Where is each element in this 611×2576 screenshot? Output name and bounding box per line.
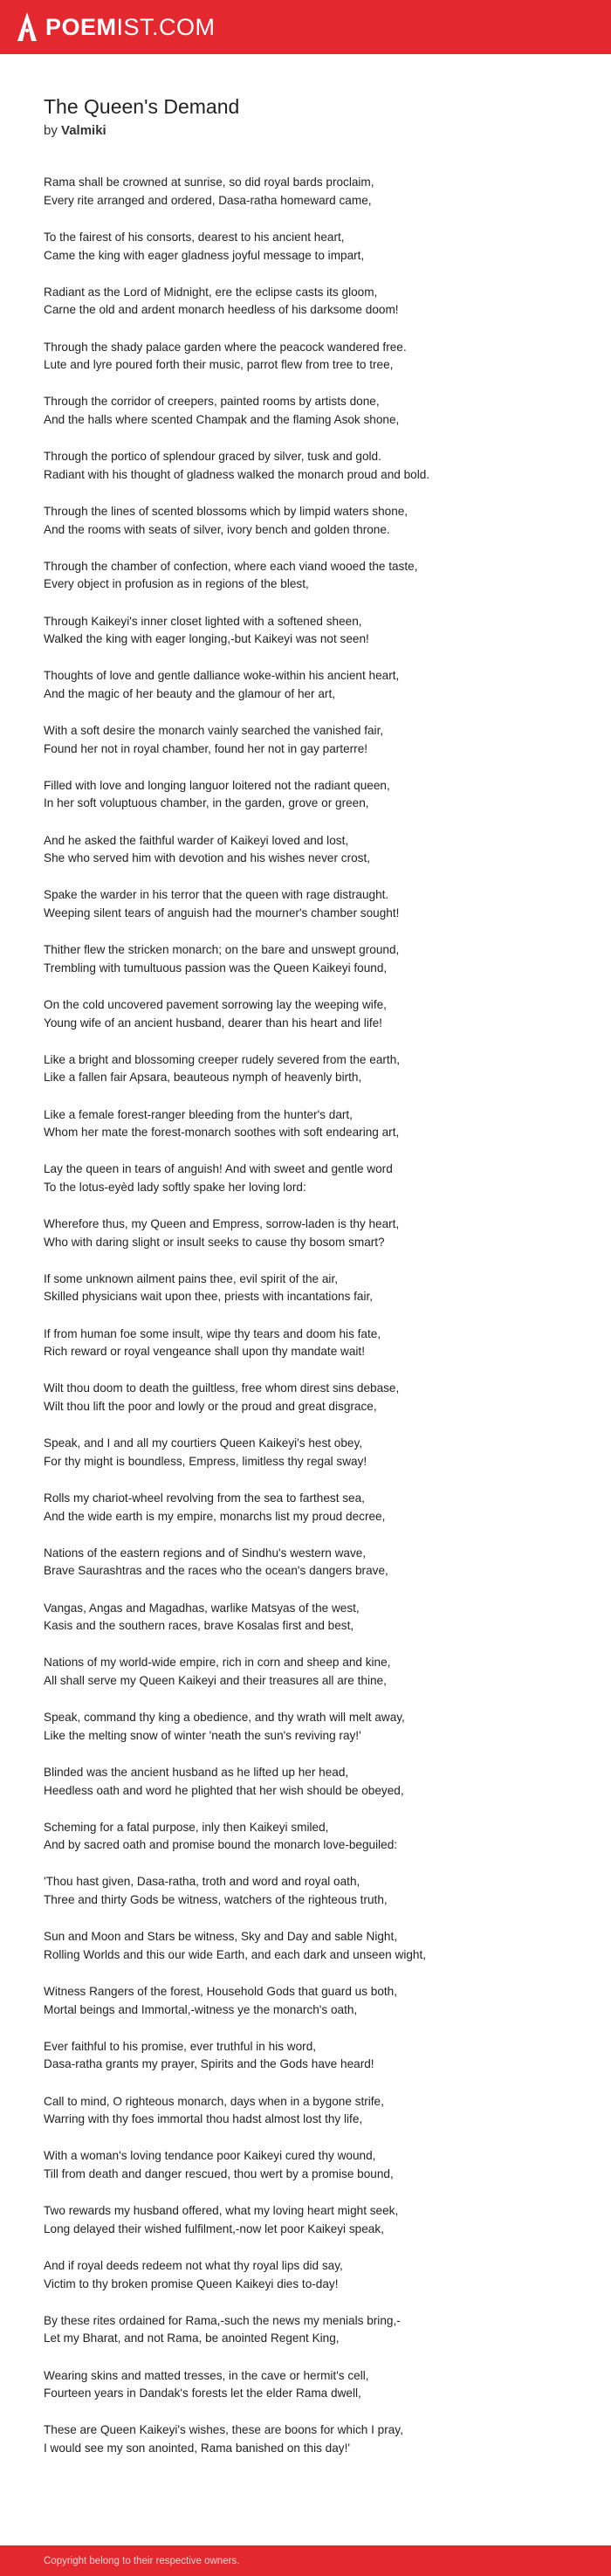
poem-line: Rolling Worlds and this our wide Earth, and each dark and unseen wight, — [44, 1947, 427, 1961]
poem-stanza — [44, 1928, 567, 1964]
poem-line: 'Thou hast given, Dasa-ratha, troth and word and royal oath, — [44, 1875, 360, 1889]
poem-line: With a woman's loving tendance poor Kaikeyi cured thy wound, — [44, 2149, 376, 2163]
poem-line: Lute and lyre poured forth their music, parrot flew from tree to tree, — [44, 358, 394, 372]
poem-stanza — [44, 1161, 567, 1196]
poem-line: Found her not in royal chamber, found her not in gay parterre! — [44, 741, 368, 755]
poem-line: Victim to thy broken promise Queen Kaikeyi dies to-day! — [44, 2276, 339, 2290]
poem-line: Speak, command thy king a obedience, and thy wrath will melt away, — [44, 1711, 405, 1725]
poem-line: Who with daring slight or insult seeks to cause thy bosom smart? — [44, 1235, 385, 1249]
poem-stanza — [44, 2367, 567, 2403]
poem-line: Like a bright and blossoming creeper rudely severed from the earth, — [44, 1052, 401, 1066]
poem-stanza — [44, 996, 567, 1032]
poem-line: Brave Saurashtras and the races who the ocean's dangers brave, — [44, 1564, 388, 1578]
poem-line: Rich reward or royal vengeance shall upon thy mandate wait! — [44, 1345, 365, 1359]
poem-stanza — [44, 393, 567, 429]
poem-line: Thither flew the stricken monarch; on the bare and unswept ground, — [44, 943, 400, 957]
poem-line: Rama shall be crowned at sunrise, so did royal bards proclaim, — [44, 176, 374, 189]
poem-line: Three and thirty Gods be witness, watchers of the righteous truth, — [44, 1893, 388, 1907]
poem-stanza — [44, 1326, 567, 1361]
poem-stanza — [44, 832, 567, 868]
poem-line: Every rite arranged and ordered, Dasa-ratha homeward came, — [44, 193, 372, 207]
site-header — [0, 0, 611, 54]
poem-stanza — [44, 2038, 567, 2074]
poem-stanza — [44, 1709, 567, 1745]
poem-line: Like a female forest-ranger bleeding from the hunter's dart, — [44, 1107, 353, 1121]
poem-stanza — [44, 886, 567, 922]
poem-line: Radiant as the Lord of Midnight, ere the eclipse casts its gloom, — [44, 285, 378, 299]
poem-line: In her soft voluptuous chamber, in the garden, grove or green, — [44, 796, 369, 810]
poem-line: Through the lines of scented blossoms which by limpid waters shone, — [44, 504, 408, 518]
poem-line: To the lotus-eyèd lady softly spake her loving lord: — [44, 1180, 306, 1194]
poem-stanza — [44, 1106, 567, 1142]
poem-line: Fourteen years in Dandak's forests let the elder Rama dwell, — [44, 2387, 361, 2400]
poem-line: Through Kaikeyi's inner closet lighted with a softened sheen, — [44, 614, 362, 628]
poem-stanza — [44, 1216, 567, 1251]
poem-stanza — [44, 2421, 567, 2457]
poem-line: Long delayed their wished fulfilment,-now let poor Kaikeyi speak, — [44, 2221, 384, 2235]
poem-article — [44, 94, 567, 2476]
poem-stanza — [44, 1764, 567, 1800]
poem-line: If from human foe some insult, wipe thy tears and doom his fate, — [44, 1326, 381, 1340]
poem-line: Came the king with eager gladness joyful message to impart, — [44, 248, 365, 262]
poem-stanza — [44, 2312, 567, 2348]
poem-stanza — [44, 613, 567, 649]
poem-line: By these rites ordained for Rama,-such the news my menials bring,- — [44, 2313, 401, 2327]
poem-stanza — [44, 1654, 567, 1690]
poem-line: Wilt thou doom to death the guiltless, free whom direst sins debase, — [44, 1381, 400, 1395]
poem-line: Speak, and I and all my courtiers Queen Kaikeyi's hest obey, — [44, 1436, 363, 1450]
poem-stanza — [44, 229, 567, 265]
poem-line: Nations of the eastern regions and of Sindhu's western wave, — [44, 1546, 367, 1560]
poem-line: Through the chamber of confection, where each viand wooed the taste, — [44, 559, 418, 573]
poem-title: The Queen's Demand — [44, 95, 240, 118]
ink-pen-logo-icon — [16, 11, 38, 43]
poem-line: Vangas, Angas and Magadhas, warlike Matsyas of the west, — [44, 1601, 360, 1615]
poem-stanza — [44, 2093, 567, 2129]
poem-stanza — [44, 1600, 567, 1636]
poem-line: She who served him with devotion and his wishes never crost, — [44, 851, 371, 865]
poem-line: Let my Bharat, and not Rama, be anointed Regent King, — [44, 2331, 340, 2345]
poem-line: Dasa-ratha grants my prayer, Spirits and the Gods have heard! — [44, 2057, 374, 2071]
poem-line: Through the corridor of creepers, painted rooms by artists done, — [44, 395, 380, 409]
author-link[interactable]: Valmiki — [61, 122, 106, 138]
poem-line: Walked the king with eager longing,-but Kaikeyi was not seen! — [44, 632, 369, 646]
poem-line: Wherefore thus, my Queen and Empress, sorrow-laden is thy heart, — [44, 1217, 400, 1231]
poem-line: These are Queen Kaikeyi's wishes, these are boons for which I pray, — [44, 2423, 403, 2437]
poem-byline — [44, 122, 567, 140]
poem-line: Rolls my chariot-wheel revolving from the sea to farthest sea, — [44, 1491, 365, 1505]
poem-line: Skilled physicians wait upon thee, priests with incantations fair, — [44, 1290, 374, 1304]
poem-stanza — [44, 1545, 567, 1581]
poem-line: And the rooms with seats of silver, ivory bench and golden throne. — [44, 522, 390, 536]
poem-line: For thy might is boundless, Empress, limitless thy regal sway! — [44, 1454, 367, 1468]
poem-line: Thoughts of love and gentle dalliance woke-within his ancient heart, — [44, 669, 400, 683]
site-logo[interactable] — [16, 11, 216, 43]
poem-line: Trembling with tumultuous passion was the Queen Kaikeyi found, — [44, 961, 388, 975]
poem-line: Radiant with his thought of gladness walked the monarch proud and bold. — [44, 467, 430, 481]
poem-stanza — [44, 2202, 567, 2238]
poem-stanza — [44, 2257, 567, 2293]
poem-line: If some unknown ailment pains thee, evil spirit of the air, — [44, 1271, 338, 1285]
poem-line: On the cold uncovered pavement sorrowing lay the weeping wife, — [44, 997, 387, 1011]
poem-stanza — [44, 1983, 567, 2019]
site-footer — [0, 2545, 611, 2576]
poem-line: Warring with thy foes immortal thou hadst almost lost thy life, — [44, 2112, 363, 2126]
poem-line: Filled with love and longing languor loitered not the radiant queen, — [44, 778, 390, 792]
poem-line: Two rewards my husband offered, what my loving heart might seek, — [44, 2204, 399, 2218]
poem-line: Spake the warder in his terror that the queen with rage distraught. — [44, 888, 389, 902]
poem-line: Whom her mate the forest-monarch soothes with soft endearing art, — [44, 1126, 400, 1140]
poem-line: Young wife of an ancient husband, dearer than his heart and life! — [44, 1016, 382, 1030]
poem-line: With a soft desire the monarch vainly searched the vanished fair, — [44, 724, 384, 738]
poem-line: Nations of my world-wide empire, rich in corn and sheep and kine, — [44, 1656, 391, 1670]
poem-line: All shall serve my Queen Kaikeyi and their treasures all are thine, — [44, 1673, 387, 1687]
poem-line: Blinded was the ancient husband as he lifted up her head, — [44, 1765, 349, 1779]
poem-line: Till from death and danger rescued, thou wert by a promise bound, — [44, 2166, 394, 2180]
poem-stanza — [44, 284, 567, 320]
logo-wordmark: POEMIST.COM — [45, 13, 216, 40]
poem-stanza — [44, 1051, 567, 1087]
poem-stanza — [44, 941, 567, 977]
poem-line: Kasis and the southern races, brave Kosalas first and best, — [44, 1619, 354, 1633]
poem-line: I would see my son anointed, Rama banished on this day!' — [44, 2441, 350, 2455]
poem-stanza — [44, 174, 567, 210]
poem-body — [44, 174, 567, 2457]
poem-stanza — [44, 339, 567, 375]
poem-line: Call to mind, O righteous monarch, days when in a bygone strife, — [44, 2094, 384, 2108]
poem-line: Weeping silent tears of anguish had the mourner's chamber sought! — [44, 906, 400, 920]
poem-line: Wearing skins and matted tresses, in the cave or hermit's cell, — [44, 2368, 369, 2382]
poem-line: Heedless oath and word he plighted that her wish should be obeyed, — [44, 1783, 404, 1797]
poem-line: And the magic of her beauty and the glamour of her art, — [44, 686, 336, 700]
poem-line: Through the shady palace garden where the peacock wandered free. — [44, 340, 407, 354]
poem-stanza — [44, 1435, 567, 1471]
poem-stanza — [44, 667, 567, 703]
copyright-notice: Copyright belong to their respective owners. — [44, 2555, 240, 2566]
poem-line: And the wide earth is my empire, monarchs list my proud decree, — [44, 1509, 386, 1523]
by-label: by — [44, 122, 58, 138]
poem-stanza — [44, 1873, 567, 1909]
poem-line: And by sacred oath and promise bound the monarch love-beguiled: — [44, 1838, 398, 1852]
poem-line: And he asked the faithful warder of Kaikeyi loved and lost, — [44, 833, 349, 847]
poem-line: Wilt thou lift the poor and lowly or the proud and great disgrace, — [44, 1400, 377, 1414]
poem-stanza — [44, 2147, 567, 2183]
poem-line: Through the portico of splendour graced by silver, tusk and gold. — [44, 450, 381, 464]
poem-line: Like the melting snow of winter 'neath the sun's reviving ray!' — [44, 1728, 361, 1742]
poem-line: Like a fallen fair Apsara, beauteous nymph of heavenly birth, — [44, 1071, 362, 1085]
poem-stanza — [44, 777, 567, 813]
poem-line: To the fairest of his consorts, dearest to his ancient heart, — [44, 231, 345, 245]
poem-line: Lay the queen in tears of anguish! And with sweet and gentle word — [44, 1162, 393, 1176]
poem-stanza — [44, 1380, 567, 1415]
poem-line: And the halls where scented Champak and the flaming Asok shone, — [44, 412, 400, 426]
poem-stanza — [44, 722, 567, 758]
poem-line: Witness Rangers of the forest, Household Gods that guard us both, — [44, 1985, 398, 1999]
poem-line: And if royal deeds redeem not what thy royal lips did say, — [44, 2258, 343, 2272]
poem-line: Ever faithful to his promise, ever truthful in his word, — [44, 2039, 317, 2053]
poem-stanza — [44, 558, 567, 594]
poem-line: Carne the old and ardent monarch heedless of his darksome doom! — [44, 303, 399, 317]
poem-line: Sun and Moon and Stars be witness, Sky and Day and sable Night, — [44, 1930, 398, 1944]
poem-line: Scheming for a fatal purpose, inly then Kaikeyi smiled, — [44, 1820, 329, 1834]
poem-stanza — [44, 1490, 567, 1526]
poem-stanza — [44, 503, 567, 539]
poem-stanza — [44, 1819, 567, 1855]
poem-stanza — [44, 448, 567, 484]
poem-stanza — [44, 1271, 567, 1306]
poem-line: Every object in profusion as in regions of the blest, — [44, 577, 309, 591]
poem-line: Mortal beings and Immortal,-witness ye the monarch's oath, — [44, 2002, 358, 2016]
